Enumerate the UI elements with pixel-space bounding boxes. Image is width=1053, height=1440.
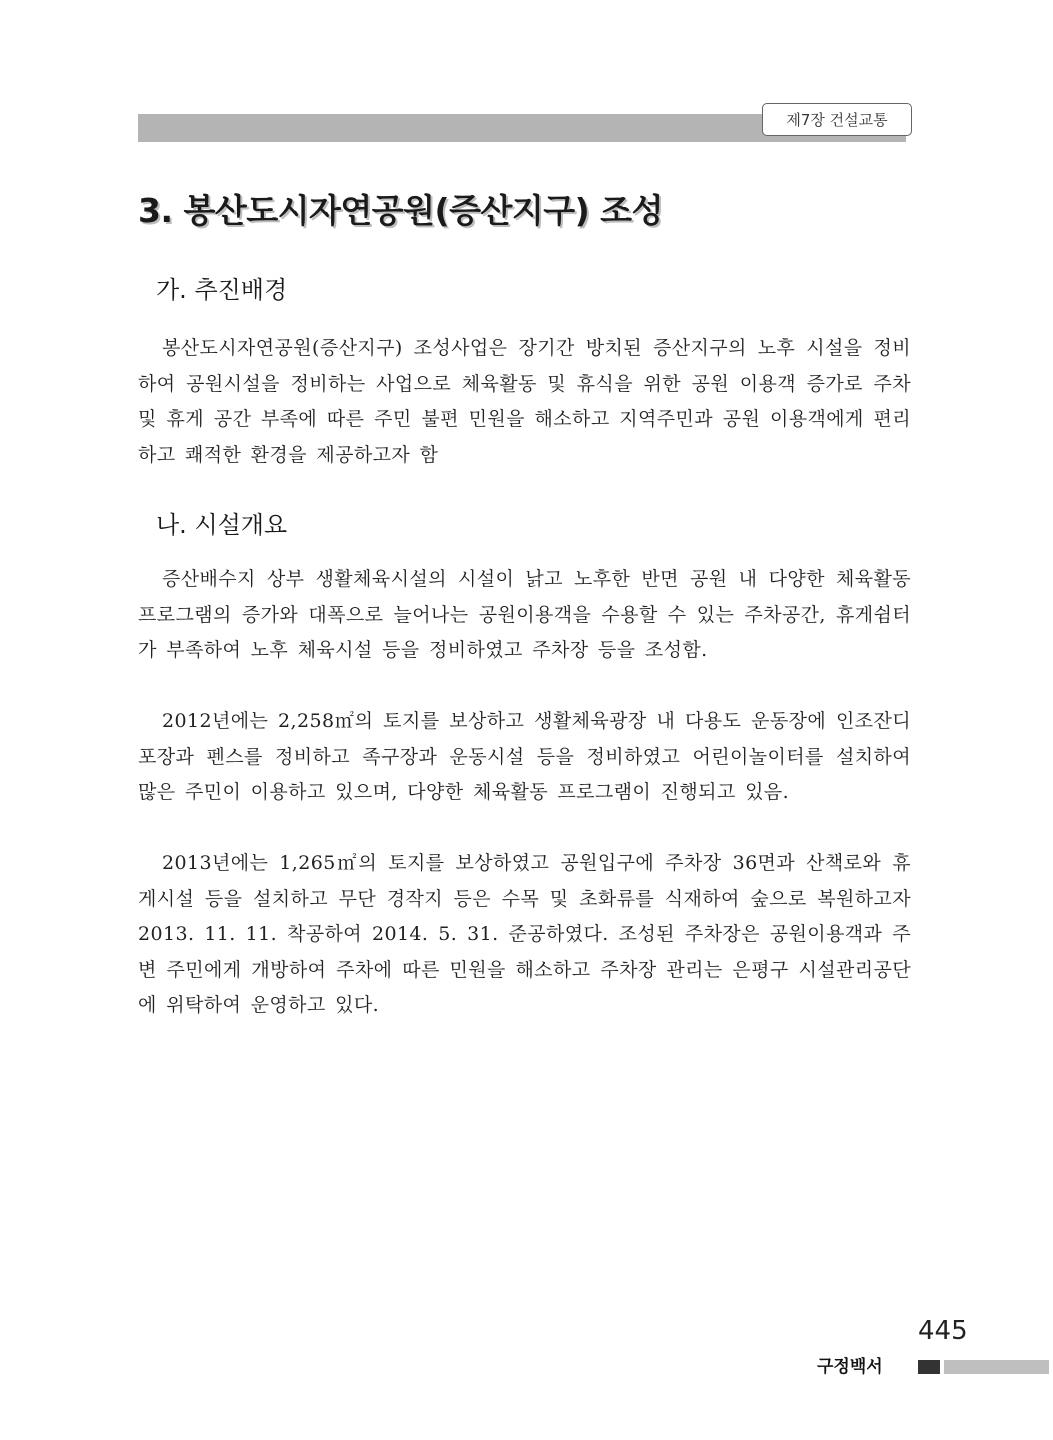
footer-bar <box>944 1360 1049 1374</box>
section-title: 3. 봉산도시자연공원(증산지구) 조성 <box>138 191 663 230</box>
paragraph-2013: 2013년에는 1,265㎡의 토지를 보상하였고 공원입구에 주차장 36면과 산책로와 휴게시설 등을 설치하고 무단 경작지 등은 수목 및 초화류를 식재하여 숲으로 복원하고자 2013. 11. 11. 착공하여 2014. 5. 31. 준공하였다. 조성된 주차장은 공원이용객과 주변 주민에게 개방하여 주차에 따른 민원을 해소하고 주차장 관리는 은평구 시설관리공단에 위탁하여 운영하고 있다. <box>138 852 911 1016</box>
chapter-tab <box>762 103 912 136</box>
page-number: 445 <box>918 1316 968 1346</box>
chapter-label: 제7장 건설교통 <box>786 111 888 129</box>
subheading-facility-overview: 나. 시설개요 <box>156 511 288 539</box>
paragraph-facility-overview: 증산배수지 상부 생활체육시설의 시설이 낡고 노후한 반면 공원 내 다양한 체육활동 프로그램의 증가와 대폭으로 늘어나는 공원이용객을 수용할 수 있는 주차공간, 휴게쉼터가 부족하여 노후 체육시설 등을 정비하였고 주차장 등을 조성함. <box>138 568 911 661</box>
paragraph-background: 봉산도시자연공원(증산지구) 조성사업은 장기간 방치된 증산지구의 노후 시설을 정비하여 공원시설을 정비하는 사업으로 체육활동 및 휴식을 위한 공원 이용객 증가로 주차 및 휴게 공간 부족에 따른 주민 불편 민원을 해소하고 지역주민과 공원 이용객에게 편리하고 쾌적한 환경을 제공하고자 함 <box>138 337 911 466</box>
paragraph-2012: 2012년에는 2,258㎡의 토지를 보상하고 생활체육광장 내 다용도 운동장에 인조잔디 포장과 펜스를 정비하고 족구장과 운동시설 등을 정비하였고 어린이놀이터를 설치하여 많은 주민이 이용하고 있으며, 다양한 체육활동 프로그램이 진행되고 있음. <box>138 710 911 803</box>
subheading-background: 가. 추진배경 <box>156 276 288 304</box>
book-title: 구정백서 <box>817 1357 883 1377</box>
footer-dark-block <box>918 1360 940 1374</box>
